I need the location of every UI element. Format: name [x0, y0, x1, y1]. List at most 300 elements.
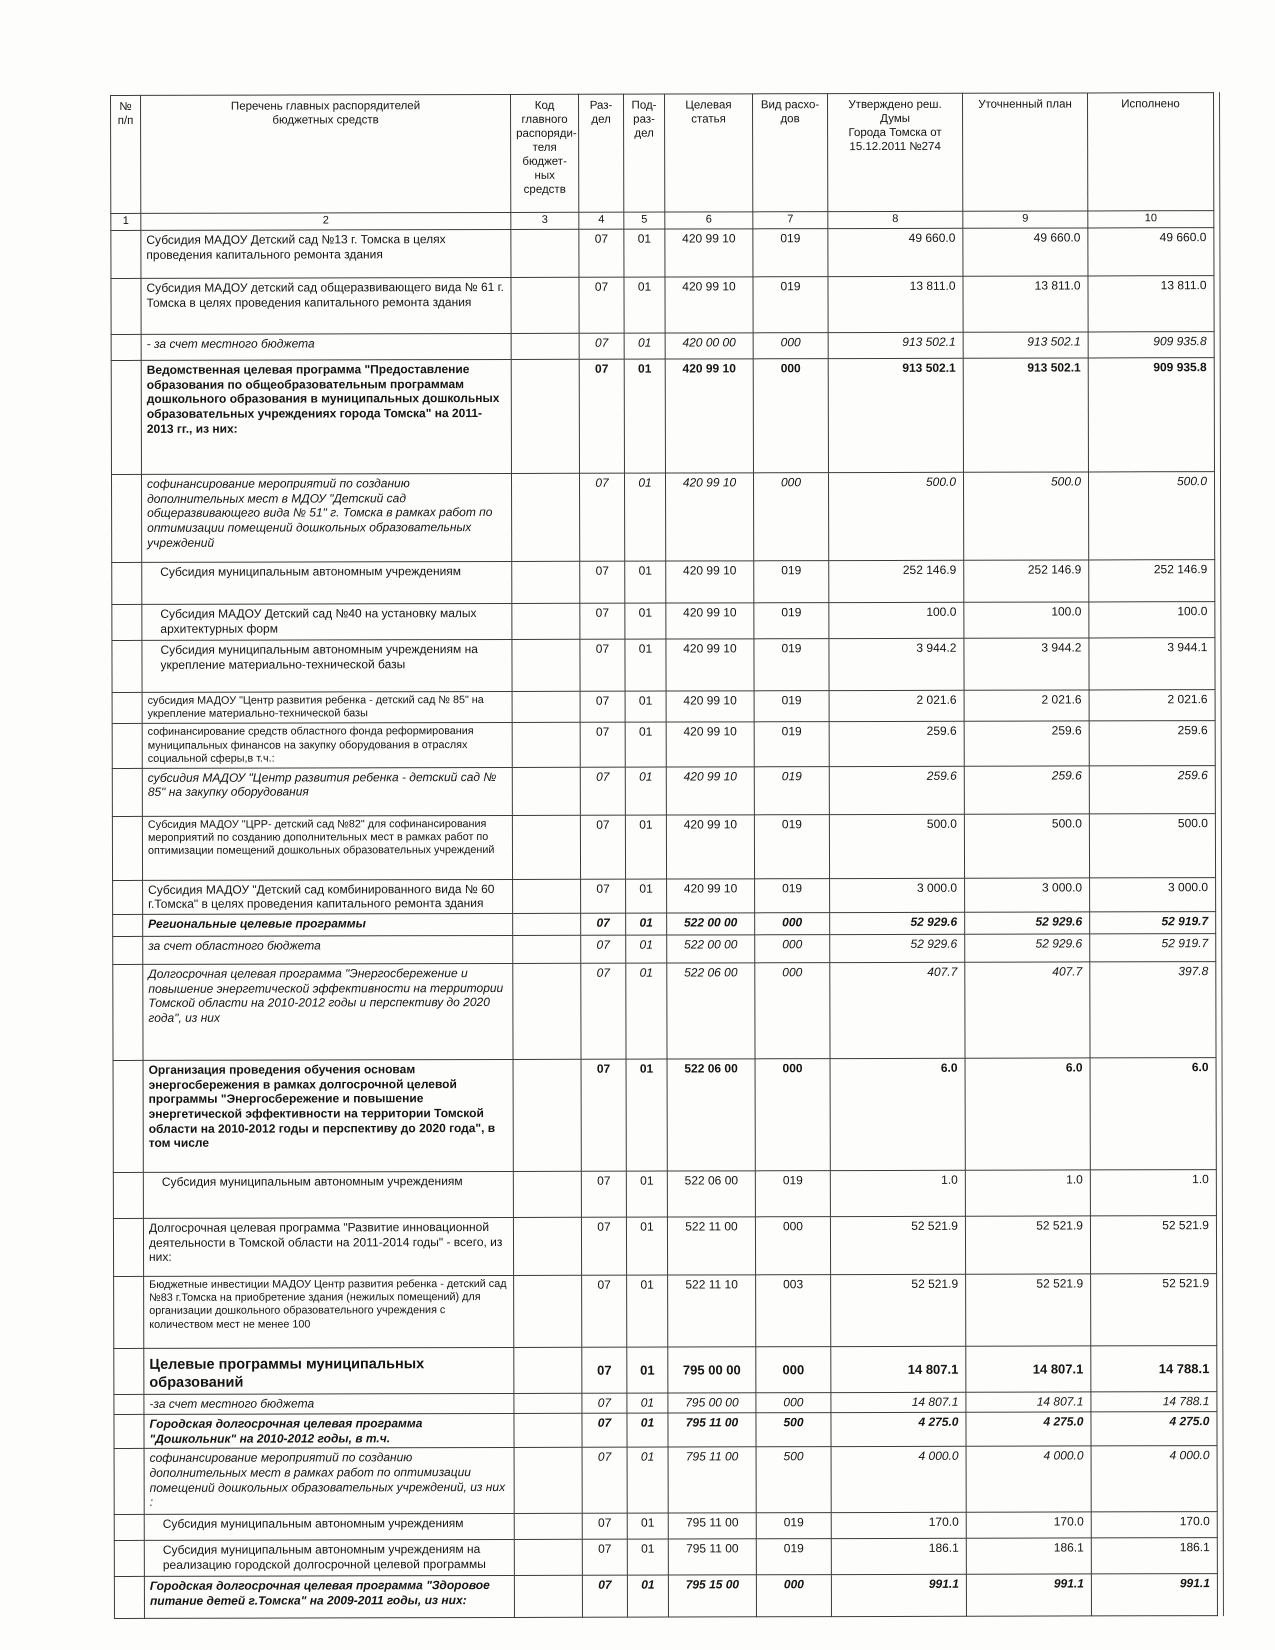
executed-amount-cell: 4 000.0	[1091, 1446, 1217, 1512]
column-number: 2	[141, 212, 511, 230]
chief-code-cell	[513, 1171, 581, 1217]
adjusted-plan-cell: 170.0	[966, 1512, 1091, 1538]
header-row-number: № п/п	[111, 95, 141, 213]
approved-amount-cell: 52 929.6	[830, 912, 965, 934]
executed-amount-cell: 2 021.6	[1089, 690, 1215, 722]
chief-code-cell	[511, 473, 579, 561]
target-article-cell: 420 99 10	[666, 639, 754, 691]
section-cell: 07	[582, 1514, 627, 1540]
approved-amount-cell: 52 521.9	[831, 1274, 966, 1346]
approved-amount-cell: 170.0	[831, 1513, 966, 1539]
adjusted-plan-cell: 2 021.6	[964, 690, 1089, 722]
subsection-cell: 01	[626, 1217, 667, 1275]
adjusted-plan-cell: 52 521.9	[965, 1216, 1090, 1274]
subsection-cell: 01	[626, 963, 667, 1059]
table-row	[113, 962, 1216, 1061]
expense-type-cell: 019	[756, 1539, 831, 1575]
budget-table	[110, 92, 1218, 1619]
column-number: 5	[624, 212, 665, 229]
target-article-cell: 795 11 00	[668, 1513, 756, 1539]
adjusted-plan-cell: 913 502.1	[963, 332, 1088, 358]
section-cell: 07	[579, 229, 624, 277]
column-number: 6	[665, 212, 753, 229]
recipient-name-cell: Долгосрочная целевая программа "Развитие инновационной деятельности в Томской области на 2011-2014 годы" - всего, из них:	[143, 1218, 513, 1277]
recipient-name-cell: - за счет местного бюджета	[141, 333, 511, 360]
executed-amount-cell: 52 521.9	[1090, 1216, 1216, 1274]
expense-type-cell: 019	[753, 277, 828, 333]
recipient-name-cell: Субсидия муниципальным автономным учреждениям	[142, 561, 512, 604]
row-number-cell	[113, 1173, 143, 1219]
expense-type-cell: 000	[755, 963, 830, 1059]
chief-code-cell	[513, 1217, 581, 1275]
executed-amount-cell: 100.0	[1089, 602, 1215, 638]
table-row	[111, 332, 1214, 361]
executed-amount-cell: 13 811.0	[1088, 276, 1214, 332]
table-row	[114, 1538, 1217, 1577]
recipient-name-cell: Субсидия МАДОУ Детский сад №40 на установку малых архитектурных форм	[142, 603, 512, 640]
recipient-name-cell: Субсидия муниципальным автономным учреждениям на укрепление материально-технической базы	[142, 639, 512, 692]
subsection-cell: 01	[627, 1413, 668, 1447]
approved-amount-cell: 4 000.0	[831, 1447, 966, 1513]
approved-amount-cell: 1.0	[830, 1170, 965, 1216]
approved-amount-cell: 913 502.1	[828, 332, 963, 358]
subsection-cell: 01	[627, 1394, 668, 1414]
target-article-cell: 420 99 10	[666, 561, 754, 603]
table-row	[111, 228, 1214, 279]
chief-code-cell	[513, 963, 581, 1059]
adjusted-plan-cell: 407.7	[965, 962, 1090, 1058]
target-article-cell: 420 99 10	[666, 767, 754, 815]
row-number-cell	[114, 1349, 144, 1395]
row-number-cell	[113, 937, 143, 965]
row-number-cell	[114, 1395, 144, 1415]
table-row	[113, 1058, 1216, 1173]
section-cell: 07	[581, 1171, 626, 1217]
expense-type-cell: 000	[755, 935, 830, 963]
target-article-cell: 420 99 10	[665, 473, 753, 561]
column-number: 8	[828, 211, 963, 228]
row-number-cell	[112, 724, 142, 769]
recipient-name-cell: Субсидия МАДОУ "Детский сад комбинированного вида № 60 г.Томска" в целях проведения капитального ремонта здания	[143, 879, 513, 914]
chief-code-cell	[511, 359, 579, 473]
header-subsection: Под- раз- дел	[623, 94, 664, 212]
subsection-cell: 01	[624, 333, 665, 359]
approved-amount-cell: 186.1	[831, 1539, 966, 1575]
subsection-cell: 01	[625, 639, 666, 691]
executed-amount-cell: 909 935.8	[1088, 332, 1214, 358]
adjusted-plan-cell: 3 000.0	[965, 878, 1090, 913]
expense-type-cell: 019	[755, 878, 830, 912]
section-cell: 07	[580, 722, 625, 767]
recipient-name-cell: Бюджетные инвестиции МАДОУ Центр развития ребенка - детский сад №83 г.Томска на приобретение здания (нежилых помещений) для организации дошкольного образовательного учреждения с количеством мест не менее 100	[144, 1276, 514, 1349]
recipient-name-cell: Региональные целевые программы	[143, 914, 513, 937]
chief-code-cell	[514, 1448, 582, 1514]
approved-amount-cell: 13 811.0	[828, 276, 963, 332]
column-number: 7	[753, 212, 828, 229]
row-number-cell	[114, 1577, 144, 1619]
executed-amount-cell: 49 660.0	[1088, 228, 1214, 276]
subsection-cell: 01	[625, 722, 666, 767]
adjusted-plan-cell: 13 811.0	[963, 276, 1088, 332]
chief-code-cell	[512, 561, 580, 603]
target-article-cell: 522 00 00	[667, 935, 755, 963]
adjusted-plan-cell: 14 807.1	[966, 1346, 1091, 1393]
target-article-cell: 522 11 10	[668, 1275, 756, 1347]
approved-amount-cell: 4 275.0	[831, 1412, 966, 1447]
adjusted-plan-cell: 500.0	[963, 472, 1088, 560]
recipient-name-cell: Долгосрочная целевая программа "Энергосбережение и повышение энергетической эффективности на территории Томской области на 2010-2012 годы и перспективу до 2020 года", из них	[143, 964, 513, 1061]
table-row	[112, 690, 1215, 724]
executed-amount-cell: 3 944.1	[1089, 638, 1215, 690]
subsection-cell: 01	[625, 691, 666, 722]
adjusted-plan-cell: 6.0	[965, 1058, 1090, 1170]
expense-type-cell: 000	[756, 1393, 831, 1413]
section-cell: 07	[582, 1540, 627, 1576]
chief-code-cell	[513, 935, 581, 963]
subsection-cell: 01	[626, 935, 667, 963]
table-row	[112, 721, 1215, 768]
target-article-cell: 795 00 00	[668, 1393, 756, 1413]
expense-type-cell: 000	[755, 1059, 830, 1171]
chief-code-cell	[514, 1514, 582, 1540]
row-number-cell	[112, 692, 142, 723]
approved-amount-cell: 6.0	[830, 1058, 965, 1170]
expense-type-cell: 019	[754, 691, 829, 723]
recipient-name-cell: софинансирование средств областного фонда реформирования муниципальных финансов на закупку оборудования в отраслях социальной сферы,в т.ч.:	[142, 723, 512, 768]
subsection-cell: 01	[626, 913, 667, 935]
subsection-cell: 01	[626, 1059, 667, 1171]
executed-amount-cell: 14 788.1	[1091, 1392, 1217, 1412]
subsection-cell: 01	[624, 359, 665, 473]
section-cell: 07	[581, 935, 626, 963]
recipient-name-cell: Городская долгосрочная целевая программа "Здоровое питание детей г.Томска" на 2009-2011 годы, из них:	[144, 1576, 514, 1619]
table-row	[114, 1412, 1217, 1449]
section-cell: 07	[581, 963, 626, 1059]
subsection-cell: 01	[626, 879, 667, 913]
approved-amount-cell: 252 146.9	[829, 560, 964, 602]
row-number-cell	[111, 474, 141, 562]
adjusted-plan-cell: 52 929.6	[965, 934, 1090, 962]
recipient-name-cell: Городская долгосрочная целевая программа "Дошкольник" на 2010-2012 годы, в т.ч.	[144, 1414, 514, 1449]
adjusted-plan-cell: 4 275.0	[966, 1412, 1091, 1447]
section-cell: 07	[579, 277, 624, 333]
subsection-cell: 01	[624, 277, 665, 333]
row-number-cell	[114, 1415, 144, 1449]
chief-code-cell	[514, 1413, 582, 1447]
table-row	[111, 472, 1214, 563]
target-article-cell: 795 15 00	[668, 1575, 756, 1617]
row-number-cell	[114, 1541, 144, 1577]
executed-amount-cell: 397.8	[1090, 962, 1216, 1058]
target-article-cell: 795 00 00	[668, 1347, 756, 1394]
subsection-cell: 01	[627, 1275, 668, 1347]
approved-amount-cell: 52 929.6	[830, 934, 965, 962]
header-chief-code: Код главного распоряди- теля бюджет- ных средств	[510, 94, 578, 212]
executed-amount-cell: 991.1	[1091, 1574, 1217, 1616]
expense-type-cell: 019	[754, 722, 829, 767]
target-article-cell: 420 99 10	[665, 277, 753, 333]
header-executed: Исполнено	[1087, 93, 1213, 211]
row-number-cell	[112, 562, 142, 604]
executed-amount-cell: 3 000.0	[1090, 877, 1216, 912]
target-article-cell: 795 11 00	[668, 1413, 756, 1447]
approved-amount-cell: 259.6	[829, 766, 964, 814]
table-row	[112, 813, 1215, 880]
chief-code-cell	[511, 333, 579, 359]
target-article-cell: 420 99 10	[667, 879, 755, 913]
row-number-cell	[111, 360, 141, 474]
subsection-cell: 01	[625, 561, 666, 603]
executed-amount-cell: 52 919.7	[1090, 912, 1216, 934]
executed-amount-cell: 500.0	[1088, 472, 1214, 560]
executed-amount-cell: 14 788.1	[1091, 1346, 1217, 1393]
row-number-cell	[112, 640, 142, 692]
subsection-cell: 01	[626, 1171, 667, 1217]
target-article-cell: 420 00 00	[665, 333, 753, 359]
table-row	[112, 602, 1215, 641]
expense-type-cell: 019	[755, 1171, 830, 1217]
executed-amount-cell: 909 935.8	[1088, 358, 1214, 472]
table-row	[114, 1274, 1217, 1349]
target-article-cell: 795 11 00	[668, 1447, 756, 1513]
chief-code-cell	[514, 1576, 582, 1618]
table-head	[111, 93, 1214, 231]
header-adjusted-plan: Уточненный план	[962, 93, 1087, 211]
adjusted-plan-cell: 259.6	[964, 766, 1089, 814]
subsection-cell: 01	[627, 1447, 668, 1513]
target-article-cell: 795 11 00	[668, 1539, 756, 1575]
executed-amount-cell: 259.6	[1089, 765, 1215, 813]
row-number-cell	[111, 278, 141, 334]
adjusted-plan-cell: 186.1	[966, 1538, 1091, 1574]
expense-type-cell: 019	[754, 766, 829, 814]
section-cell: 07	[582, 1275, 627, 1347]
adjusted-plan-cell: 259.6	[964, 721, 1089, 766]
table-row	[112, 765, 1215, 816]
table-row	[113, 1216, 1216, 1277]
approved-amount-cell: 3 944.2	[829, 638, 964, 690]
expense-type-cell: 019	[756, 1513, 831, 1539]
row-number-cell	[113, 1061, 143, 1173]
row-number-cell	[113, 965, 143, 1061]
approved-amount-cell: 500.0	[828, 472, 963, 560]
target-article-cell: 522 11 00	[667, 1217, 755, 1275]
header-expense-type: Вид расхо- дов	[752, 94, 827, 212]
executed-amount-cell: 252 146.9	[1089, 560, 1215, 602]
table-row	[113, 1170, 1216, 1219]
expense-type-cell: 003	[756, 1275, 831, 1347]
adjusted-plan-cell: 1.0	[965, 1170, 1090, 1216]
budget-table-container	[110, 92, 1217, 1619]
table-row	[111, 358, 1214, 475]
chief-code-cell	[513, 879, 581, 913]
adjusted-plan-cell: 913 502.1	[963, 358, 1088, 472]
table-row	[111, 276, 1214, 335]
executed-amount-cell: 4 275.0	[1091, 1412, 1217, 1447]
chief-code-cell	[514, 1347, 582, 1394]
recipient-name-cell: Ведомственная целевая программа "Предоставление образования по общеобразовательным программам дошкольного образования в муниципальных дошкольных образовательных учреждениях города Томска" на 2011-2013 гг., из них:	[141, 359, 511, 474]
target-article-cell: 420 99 10	[665, 359, 753, 473]
executed-amount-cell: 52 919.7	[1090, 934, 1216, 962]
expense-type-cell: 000	[756, 1575, 831, 1617]
section-cell: 07	[579, 473, 624, 561]
row-number-cell	[114, 1515, 144, 1541]
column-number: 9	[963, 211, 1088, 228]
table-row	[112, 638, 1215, 693]
table-row	[114, 1512, 1217, 1541]
subsection-cell: 01	[627, 1575, 668, 1617]
table-row	[114, 1346, 1217, 1395]
row-number-cell	[111, 334, 141, 360]
approved-amount-cell: 49 660.0	[828, 228, 963, 276]
column-number: 4	[579, 212, 624, 229]
expense-type-cell: 500	[756, 1413, 831, 1447]
header-recipients: Перечень главных распорядителей бюджетных средств	[141, 94, 511, 213]
subsection-cell: 01	[625, 767, 666, 815]
section-cell: 07	[582, 1413, 627, 1447]
expense-type-cell: 000	[753, 359, 828, 473]
row-number-cell	[113, 915, 143, 937]
chief-code-cell	[514, 1394, 582, 1414]
section-cell: 07	[579, 359, 624, 473]
row-number-cell	[113, 1219, 143, 1277]
chief-code-cell	[512, 815, 580, 879]
approved-amount-cell: 3 000.0	[830, 878, 965, 913]
expense-type-cell: 000	[753, 333, 828, 359]
approved-amount-cell: 991.1	[831, 1575, 966, 1617]
recipient-name-cell: за счет областного бюджета	[143, 936, 513, 965]
recipient-name-cell: -за счет местного бюджета	[144, 1394, 514, 1415]
row-number-cell	[112, 816, 142, 880]
expense-type-cell: 000	[753, 473, 828, 561]
approved-amount-cell: 2 021.6	[829, 690, 964, 722]
approved-amount-cell: 259.6	[829, 722, 964, 767]
recipient-name-cell: Субсидия МАДОУ "ЦРР- детский сад №82" для софинансирования мероприятий по созданию дополнительных мест в рамках работ по оптимизации помещений дошкольных образовательных учреждений	[142, 815, 512, 880]
section-cell: 07	[580, 767, 625, 815]
subsection-cell: 01	[625, 603, 666, 639]
chief-code-cell	[511, 277, 579, 333]
section-cell: 07	[580, 561, 625, 603]
adjusted-plan-cell: 3 944.2	[964, 638, 1089, 690]
section-cell: 07	[581, 913, 626, 935]
adjusted-plan-cell: 52 929.6	[965, 912, 1090, 934]
approved-amount-cell: 14 807.1	[831, 1346, 966, 1393]
target-article-cell: 420 99 10	[666, 815, 754, 879]
recipient-name-cell: Субсидия муниципальным автономным учреждениям	[143, 1172, 513, 1219]
row-number-cell	[112, 768, 142, 816]
approved-amount-cell: 913 502.1	[828, 358, 963, 472]
adjusted-plan-cell: 4 000.0	[966, 1446, 1091, 1512]
header-section: Раз- дел	[578, 94, 623, 212]
adjusted-plan-cell: 252 146.9	[964, 560, 1089, 602]
chief-code-cell	[512, 639, 580, 691]
section-cell: 07	[579, 333, 624, 359]
recipient-name-cell: Субсидия МАДОУ детский сад общеразвивающего вида № 61 г. Томска в целях проведения капитального ремонта здания	[141, 277, 511, 334]
recipient-name-cell: Субсидия муниципальным автономным учреждениям	[144, 1514, 514, 1541]
row-number-cell	[112, 604, 142, 640]
approved-amount-cell: 14 807.1	[831, 1393, 966, 1413]
table-header-row	[111, 93, 1214, 214]
section-cell: 07	[580, 639, 625, 691]
expense-type-cell: 000	[755, 1217, 830, 1275]
row-number-cell	[111, 230, 141, 278]
target-article-cell: 522 06 00	[667, 1171, 755, 1217]
section-cell: 07	[580, 815, 625, 879]
section-cell: 07	[581, 879, 626, 913]
executed-amount-cell: 500.0	[1089, 813, 1215, 877]
adjusted-plan-cell: 52 521.9	[966, 1274, 1091, 1346]
row-number-cell	[114, 1449, 144, 1515]
expense-type-cell: 000	[755, 913, 830, 935]
adjusted-plan-cell: 49 660.0	[963, 228, 1088, 276]
target-article-cell: 522 06 00	[667, 963, 755, 1059]
expense-type-cell: 000	[756, 1347, 831, 1394]
chief-code-cell	[513, 1059, 581, 1171]
recipient-name-cell: субсидия МАДОУ "Центр развития ребенка - детский сад № 85" на укрепление материально-технической базы	[142, 691, 512, 723]
executed-amount-cell: 259.6	[1089, 721, 1215, 766]
target-article-cell: 420 99 10	[666, 691, 754, 723]
recipient-name-cell: Организация проведения обучения основам энергосбережения в рамках долгосрочной целевой программы "Энергосбережение и повышение энергетической эффективности на территории Томской области на 2010-2012 годы и перспективу до 2020 года", в том числе	[143, 1060, 513, 1173]
chief-code-cell	[513, 913, 581, 935]
recipient-name-cell: Субсидия МАДОУ Детский сад №13 г. Томска в целях проведения капитального ремонта здания	[141, 229, 511, 278]
expense-type-cell: 019	[754, 561, 829, 603]
target-article-cell: 522 06 00	[667, 1059, 755, 1171]
column-number: 1	[111, 213, 141, 230]
target-article-cell: 420 99 10	[665, 229, 753, 277]
approved-amount-cell: 407.7	[830, 962, 965, 1058]
executed-amount-cell: 6.0	[1090, 1058, 1216, 1170]
adjusted-plan-cell: 14 807.1	[966, 1392, 1091, 1412]
recipient-name-cell: Субсидия муниципальным автономным учреждениям на реализацию городской долгосрочной целевой программы	[144, 1540, 514, 1577]
section-cell: 07	[580, 691, 625, 722]
executed-amount-cell: 186.1	[1091, 1538, 1217, 1574]
chief-code-cell	[512, 723, 580, 768]
approved-amount-cell: 100.0	[829, 602, 964, 638]
executed-amount-cell: 170.0	[1091, 1512, 1217, 1538]
recipient-name-cell: софинансирование мероприятий по созданию дополнительных мест в рамках работ по оптимизации помещений дошкольных образовательных учреждений, из них :	[144, 1448, 514, 1515]
row-number-cell	[114, 1277, 144, 1349]
header-target-article: Целевая статья	[664, 94, 752, 212]
subsection-cell: 01	[625, 815, 666, 879]
expense-type-cell: 019	[753, 229, 828, 277]
target-article-cell: 420 99 10	[666, 722, 754, 767]
subsection-cell: 01	[627, 1513, 668, 1539]
table-body	[111, 228, 1218, 1619]
chief-code-cell	[512, 691, 580, 723]
expense-type-cell: 019	[754, 639, 829, 691]
chief-code-cell	[514, 1275, 582, 1347]
target-article-cell: 522 00 00	[667, 913, 755, 935]
executed-amount-cell: 52 521.9	[1091, 1274, 1217, 1346]
recipient-name-cell: софинансирование мероприятий по созданию дополнительных мест в МДОУ "Детский сад общеразвивающего вида № 51" г. Томска в рамках работ по оптимизации помещений дошкольных образовательных учреждений	[141, 473, 511, 562]
table-row	[113, 912, 1216, 937]
table-row	[113, 877, 1216, 914]
table-row	[114, 1446, 1217, 1515]
section-cell: 07	[582, 1347, 627, 1393]
section-cell: 07	[582, 1576, 627, 1618]
column-number: 10	[1088, 211, 1214, 228]
expense-type-cell: 019	[754, 603, 829, 639]
chief-code-cell	[511, 229, 579, 277]
adjusted-plan-cell: 100.0	[964, 602, 1089, 638]
subsection-cell: 01	[624, 473, 665, 561]
section-cell: 07	[581, 1059, 626, 1171]
expense-type-cell: 500	[756, 1447, 831, 1513]
table-row	[112, 560, 1215, 605]
expense-type-cell: 019	[754, 814, 829, 878]
table-row	[114, 1574, 1217, 1619]
executed-amount-cell: 1.0	[1090, 1170, 1216, 1216]
